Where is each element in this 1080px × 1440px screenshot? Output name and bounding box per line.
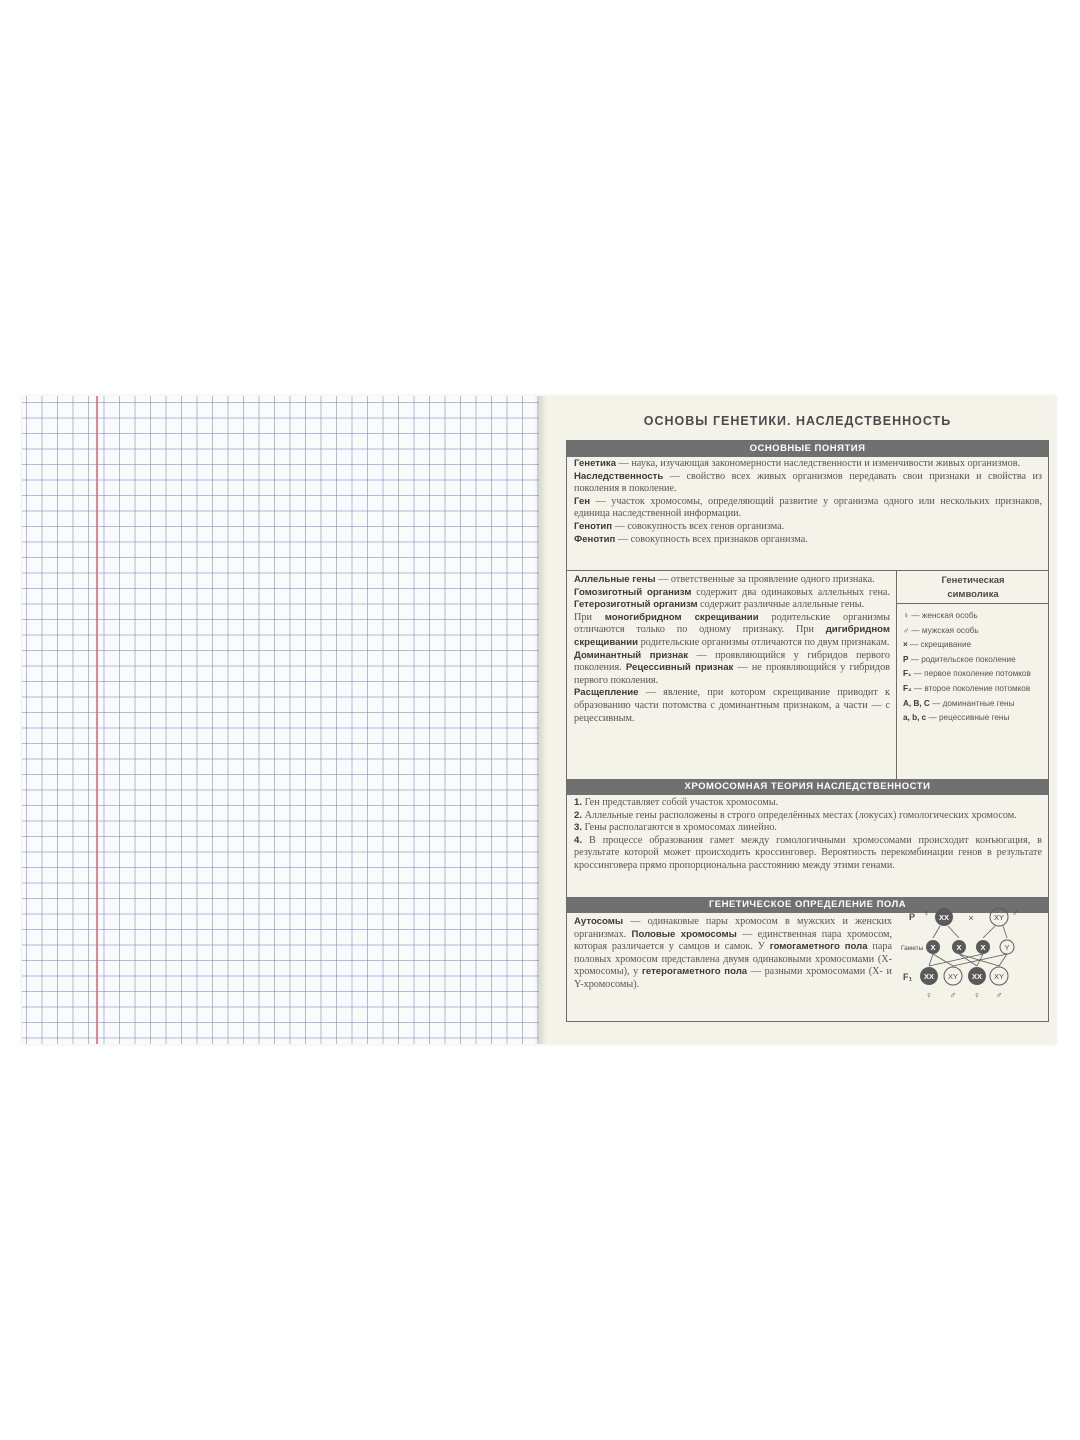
section-header-basic: ОСНОВНЫЕ ПОНЯТИЯ — [567, 441, 1048, 457]
sex-determination-paragraph: Аутосомы — одинаковые пары хромосом в мужских и женских организмах. Половые хромосомы — единственная пара хромосом, которая различается у самцов и самок. У гомогаметного пола пара половых хромосом представлена двумя одинаковыми хромосомами (X-хромосомы), у гетерогаметного пола — разными хромосомами (X- и Y-хромосомы). — [574, 916, 893, 990]
diagram-f1-1-label: XX — [923, 972, 935, 981]
diagram-male-sign: ♂ — [1012, 908, 1019, 918]
symbol-f2: F₂ — второе поколение потомков — [903, 683, 1031, 693]
genetic-symbols-title — [897, 571, 1049, 604]
page-title: ОСНОВЫ ГЕНЕТИКИ. НАСЛЕДСТВЕННОСТЬ — [643, 414, 952, 428]
theory-point-3: 3. Гены располагаются в хромосомах линейно. — [574, 822, 777, 834]
diagram-gamete-1-label: X — [930, 943, 936, 952]
diagram-f1-label: F₁ — [903, 972, 913, 982]
symbol-recessive: a, b, c — рецессивные гены — [903, 713, 1010, 723]
definition-gene: Ген — участок хромосомы, определяющий развитие у организма одного или нескольких признаков, единица наследственной информации. — [574, 495, 1042, 520]
diagram-f1-2-label: XY — [947, 972, 959, 981]
grid-page — [22, 396, 539, 1044]
diagram-parent-male-label: XY — [993, 913, 1005, 922]
theory-point-1: 1. Ген представляет собой участок хромосомы. — [574, 797, 779, 808]
notebook-spine — [534, 396, 548, 1044]
sex-determination-diagram — [899, 902, 1045, 1020]
diagram-parent-female-label: XX — [938, 913, 950, 922]
definition-segregation: Расщепление — явление, при котором скрещивание приводит к образованию части потомства с доминантным признаком, а части — с рецессивным. — [574, 687, 890, 724]
diagram-f1-2-sign: ♂ — [949, 990, 957, 1000]
definition-phenotype: Фенотип — совокупность всех признаков организма. — [574, 533, 808, 545]
symbol-dominant: A, B, C — доминантные гены — [903, 698, 1015, 708]
genetic-symbols-column — [896, 571, 1049, 779]
diagram-gamete-2-label: X — [956, 943, 962, 952]
theory-point-4: 4. В процессе образования гамет между гомологичными хромосомами происходит конъюгация, в результате которой может происходить кроссинговер. Вероятность перекомбинации генов в результате кроссинговера прямо пропорциональна расстоянию между этими генами. — [574, 834, 1042, 871]
reference-page — [539, 396, 1056, 1044]
chromosome-theory-points — [574, 797, 1042, 873]
symbol-parents: P — родительское поколение — [903, 654, 1016, 664]
reference-table — [566, 440, 1049, 1022]
diagram-gamete-3-label: X — [980, 943, 986, 952]
diagram-f1-4-sign: ♂ — [995, 990, 1003, 1000]
definition-genotype: Генотип — совокупность всех генов организма. — [574, 520, 785, 532]
theory-point-2: 2. Аллельные гены расположены в строго определённых местах (локусах) гомологических хромосом. — [574, 809, 1017, 821]
diagram-female-sign: ♀ — [923, 908, 930, 918]
symbols-title-line2: символика — [947, 589, 999, 600]
diagram-f1-3-sign: ♀ — [973, 990, 981, 1000]
section-header-chromosome-theory: ХРОМОСОМНАЯ ТЕОРИЯ НАСЛЕДСТВЕННОСТИ — [567, 779, 1048, 795]
definition-dominance: Доминантный признак — проявляющийся у гибридов первого поколения. Рецессивный признак — не проявляющийся у гибридов первого поколения. — [574, 649, 891, 686]
section-header-sex-determination: ГЕНЕТИЧЕСКОЕ ОПРЕДЕЛЕНИЕ ПОЛА — [567, 897, 1048, 913]
genetic-symbols-list — [903, 609, 1047, 726]
margin-line — [96, 396, 98, 1044]
diagram-cross-sign: × — [968, 913, 974, 923]
diagram-p-label: P — [909, 912, 916, 922]
open-notebook — [22, 396, 1056, 1044]
definition-genetics: Генетика — наука, изучающая закономерности наследственности и изменчивости живых организмов. — [574, 458, 1021, 469]
sex-determination-text — [574, 916, 892, 992]
diagram-f1-3-label: XX — [971, 972, 983, 981]
definition-zygosity: Гомозиготный организм содержит два одинаковых аллельных гена. Гетерозиготный организм содержит различные аллельные гены. — [574, 586, 890, 611]
basic-left-column — [574, 574, 890, 725]
diagram-gametes-label: Гаметы — [901, 945, 924, 952]
symbol-f1: F₁ — первое поколение потомков — [903, 669, 1031, 679]
symbols-title-line1: Генетическая — [941, 575, 1005, 586]
symbol-cross: × — скрещивание — [903, 640, 972, 650]
basic-definitions — [574, 458, 1042, 546]
diagram-f1-1-sign: ♀ — [925, 990, 933, 1000]
diagram-arrows-gametes — [929, 954, 1007, 966]
definition-allelic-genes: Аллельные гены — ответственные за проявление одного признака. — [574, 574, 875, 585]
diagram-gamete-4-label: Y — [1004, 943, 1010, 952]
definition-heredity: Наследственность — свойство всех живых организмов передавать свои признаки и свойства из поколения в поколение. — [574, 470, 1042, 495]
diagram-arrows-parents — [933, 926, 1007, 938]
definition-crossing: При моногибридном скрещивании родительские организмы отличаются только по одному признаку. При дигибридном скрещивании родительские организмы отличаются по двум признакам. — [574, 611, 891, 648]
symbol-male: ♂ — мужская особь — [903, 625, 979, 635]
symbol-female: ♀ — женская особь — [903, 611, 978, 620]
diagram-f1-4-label: XY — [993, 972, 1005, 981]
